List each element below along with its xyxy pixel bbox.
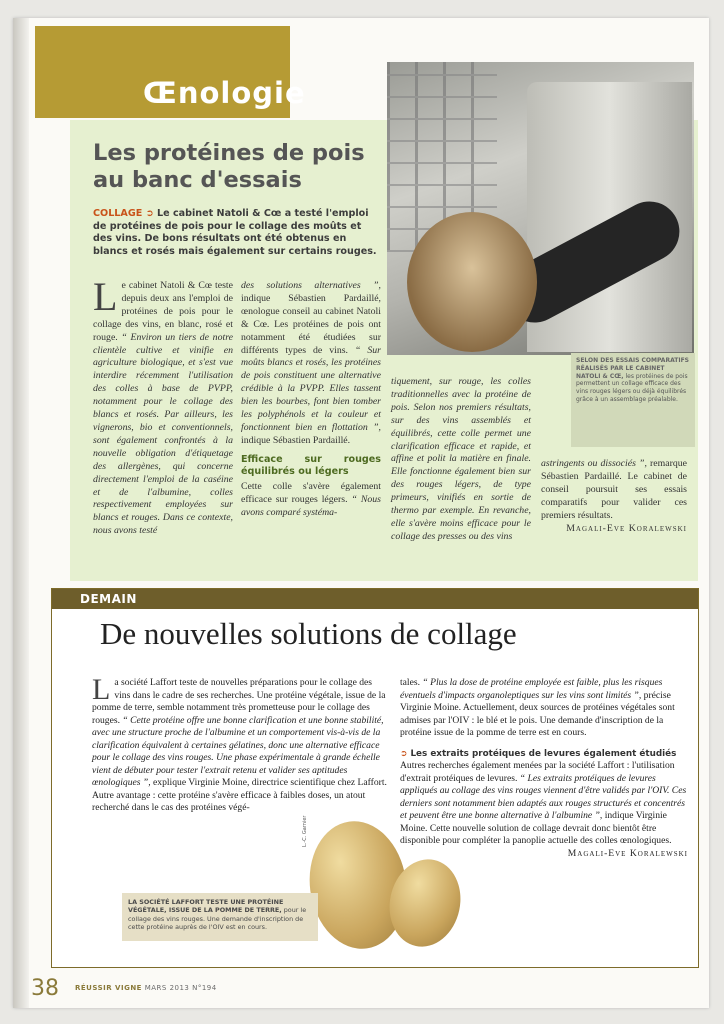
quote-text: des solutions alternatives ”, bbox=[241, 280, 381, 291]
magazine-name: RÉUSSIR VIGNE bbox=[75, 984, 142, 992]
author-signature: Magali-Eve Koralewski bbox=[567, 847, 688, 859]
photo-caption-text: les protéines de pois permettent un collage efficace des vins rouges légers ou déjà équilibrés grâce à un assemblage préalable. bbox=[576, 372, 688, 403]
photo-caption bbox=[571, 353, 695, 447]
body-text: a société Laffort teste de nouvelles préparations pour le collage des vins dans le cadre de ses recherches. Une protéine végétale, issue de la pomme de terre, semble notamment très prometteuse pour le collage des rouges. bbox=[92, 677, 386, 726]
demain-column-1 bbox=[92, 673, 388, 815]
body-text: indique Virginie Moine. Cette nouvelle solution de collage devrait donc bientôt être disponible pour compléter la panoplie actuelle des colles œnologiques. bbox=[400, 810, 672, 846]
rubric-title: Œnologie bbox=[143, 76, 306, 110]
article-title-line1: Les protéines de pois bbox=[93, 140, 365, 166]
caption-bold: LA SOCIÉTÉ LAFFORT TESTE UNE PROTÉINE VÉGÉTALE, ISSUE DE LA POMME DE TERRE, bbox=[128, 898, 284, 915]
article-column-3 bbox=[391, 376, 531, 544]
body-text: Autres recherches également menées par la société Laffort : l'utilisation d'extrait protéiques de levures. bbox=[400, 760, 675, 784]
article-column-4 bbox=[541, 458, 687, 535]
demain-subhead-text: Les extraits protéiques de levures également étudiés bbox=[410, 748, 677, 759]
demain-subhead bbox=[400, 748, 688, 761]
caption-text: pour le collage des vins rouges. Une demande d'inscription de cette protéine auprès de l'OIV est en cours. bbox=[128, 906, 307, 931]
quote-text: “ Sur moûts blancs et rosés, les protéines de pois constituent une alternative crédible à la PVPP. Elles tassent bien les bourbes, font bien tomber les polyphénols et la couleur et fonctionnent bien en flottation ”, bbox=[241, 344, 381, 433]
body-text: indique Sébastien Pardaillé. bbox=[241, 434, 351, 446]
potato-caption bbox=[122, 893, 318, 941]
photo-person bbox=[407, 212, 537, 352]
article-subhead: Efficace sur rouges équilibrés ou légers bbox=[241, 453, 381, 477]
drop-cap: L bbox=[92, 673, 111, 706]
demain-title: De nouvelles solutions de collage bbox=[100, 616, 517, 651]
photo-credit: L.-C. Garnier bbox=[302, 815, 308, 847]
section-label: DEMAIN bbox=[80, 592, 137, 606]
body-text: e cabinet Natoli & Cœ teste depuis deux ans l'emploi de protéines de pois pour le collage des vins, en blanc, rosé et rouge. bbox=[93, 280, 233, 343]
demain-column-2 bbox=[400, 677, 688, 860]
body-text: précise Virginie Moine. Actuellement, deux sources de protéines végétales sont admises par l'OIV : le blé et le pois. Une demande d'inscription de la protéine issue de la pomme de terre est en cours. bbox=[400, 689, 675, 738]
body-text: remarque Sébastien Pardaillé. Le cabinet de conseil poursuit ses essais comparatifs pour valider ces premiers résultats. bbox=[541, 458, 688, 521]
arrow-icon: ➲ bbox=[145, 208, 154, 219]
page-footer bbox=[75, 984, 217, 992]
body-text: explique Virginie Moine, directrice scientifique chez Laffort. Autre avantage : cette protéine s'avère efficace à faibles doses, un atout recherché dans le cas des protéines végé- bbox=[92, 777, 387, 813]
quote-text: “ Les extraits protéiques de levures appliqués au collage des vins rouges viennent d'être validés par l'OIV. Ces derniers sont notamment bien adaptés aux rouges structurés et concentrés et peuvent être une bonne alternative à l'albumine ”, bbox=[400, 772, 687, 821]
quote-text: astringents ou dissociés ”, bbox=[541, 458, 647, 469]
section-bar bbox=[52, 589, 698, 609]
article-lead bbox=[93, 208, 383, 258]
winery-photo bbox=[387, 62, 694, 355]
quote-text: tiquement, sur rouge, les colles traditionnelles avec la protéine de pois. Selon nos premiers résultats, sur des vins assemblés et équilibrés, cette colle permet une clarification efficace et rapide, et affine et polit la matière en finale. Elle fonctionne également bien sur des rouges légers, de type primeurs, vinifiés en sortie de thermo par exemple. En revanche, elle s'avère moins efficace pour le collage des presses ou des vins bbox=[391, 376, 531, 542]
quote-text: “ Plus la dose de protéine employée est faible, plus les risques éventuels d'impacts organoleptiques sur les vins sont limités ”, bbox=[400, 677, 663, 701]
article-column-2 bbox=[241, 280, 381, 520]
article-title-line2: au banc d'essais bbox=[93, 167, 302, 193]
author-signature: Magali-Eve Koralewski bbox=[566, 522, 687, 534]
quote-text: “ Nous avons comparé systéma- bbox=[241, 493, 381, 518]
photo-caption-bold: SELON DES ESSAIS COMPARATIFS RÉALISÉS PAR LE CABINET NATOLI & CŒ, bbox=[576, 357, 689, 380]
issue-info: MARS 2013 N°194 bbox=[144, 984, 217, 992]
drop-cap: L bbox=[93, 274, 118, 319]
page-number: 38 bbox=[31, 976, 59, 1001]
lead-keyword: COLLAGE bbox=[93, 208, 143, 219]
body-text: tales. bbox=[400, 677, 423, 688]
body-text: indique Sébastien Pardaillé, œnologue conseil au cabinet Natoli & Cœ. Les protéines de pois ont notamment été étudiées sur différents types de vins. bbox=[241, 292, 381, 356]
article-column-1 bbox=[93, 274, 233, 538]
article-title bbox=[93, 140, 383, 194]
demain-box bbox=[51, 588, 699, 968]
binding-shadow bbox=[13, 18, 29, 1008]
rubric-banner bbox=[35, 26, 306, 118]
quote-text: “ Environ un tiers de notre clientèle cultive et vinifie en agriculture biologique, et s'est vue interdire récemment l'utilisation des colles à base de PVPP, notamment pour le collage des blancs et rosés. Par ailleurs, les vignerons, bio et conventionnels, sont également confrontés à la nouvelle obligation d'étiquetage des allergènes, qui concerne directement l'emploi de la caséine et de l'albumine, colles respectivement employées sur blancs et rouges. Dans ce contexte, nous avons testé bbox=[93, 331, 233, 537]
body-text: Cette colle s'avère également efficace sur rouges légers. bbox=[241, 480, 381, 505]
quote-text: “ Cette protéine offre une bonne clarification et une bonne stabilité, avec une structure proche de l'albumine et un comportement vis-à-vis de la clarification équivalent à certaines gélatines, donc une alternative efficace pour le collage des vins rouges. Une phase expérimentale à grande échelle vient de débuter pour tester l'extrait retenu et valider ses aptitudes œnologiques ”, bbox=[92, 714, 384, 788]
lead-text: Le cabinet Natoli & Cœ a testé l'emploi de protéines de pois pour le collage des moûts et des vins. De bons résultats ont été obtenus en blancs et rosés mais également sur certains rouges. bbox=[93, 208, 377, 257]
magazine-page bbox=[13, 18, 709, 1008]
arrow-icon: ➲ bbox=[400, 748, 408, 759]
